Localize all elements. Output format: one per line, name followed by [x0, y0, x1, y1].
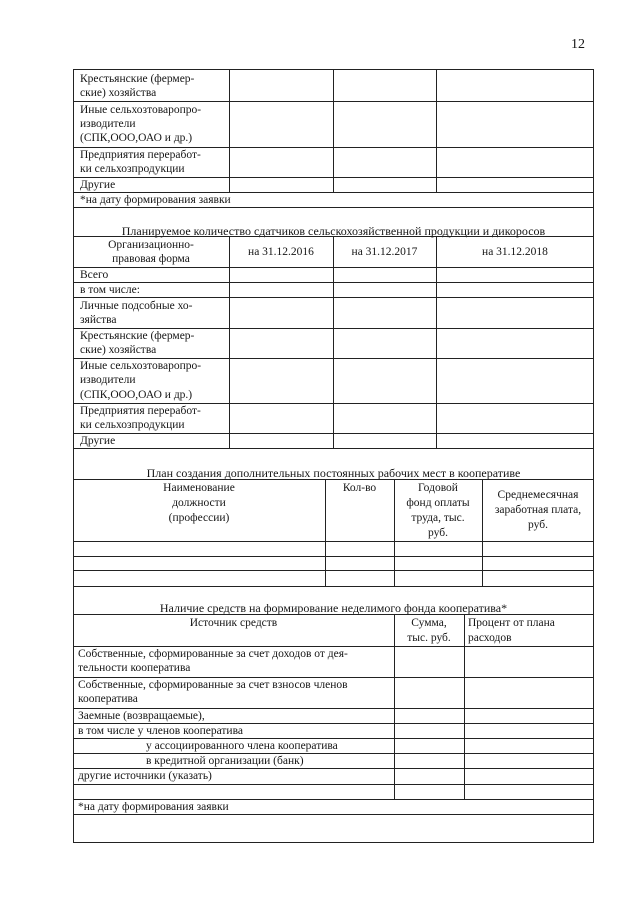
section-title: Планируемое количество сдатчиков сельскохозяйственной продукции и дикоросов	[121, 224, 546, 238]
section-title: План создания дополнительных постоянных рабочих мест в кооперативе	[146, 466, 521, 480]
footnote: *на дату формирования заявки	[80, 194, 231, 206]
column-header: на 31.12.2016	[248, 246, 314, 258]
footnote: *на дату формирования заявки	[78, 801, 229, 813]
column-header-source: Источник средств	[189, 617, 278, 629]
table-row: у ассоциированного члена кооператива	[146, 740, 338, 752]
table-row: другие источники (указать)	[78, 770, 212, 782]
column-header: на 31.12.2018	[482, 246, 548, 258]
section-title: Наличие средств на формирование неделимого фонда кооператива*	[159, 601, 508, 615]
column-header-count: Кол-во	[342, 482, 377, 494]
table-row: Другие	[80, 435, 116, 447]
table-row: в том числе:	[80, 284, 140, 296]
table-row: в кредитной организации (банк)	[146, 755, 304, 767]
column-header: на 31.12.2017	[351, 246, 418, 258]
page-number: 12	[571, 37, 585, 52]
table-row: Всего	[80, 269, 109, 281]
table-row: Заемные (возвращаемые),	[78, 710, 205, 722]
table-row: в том числе у членов кооператива	[78, 725, 243, 737]
